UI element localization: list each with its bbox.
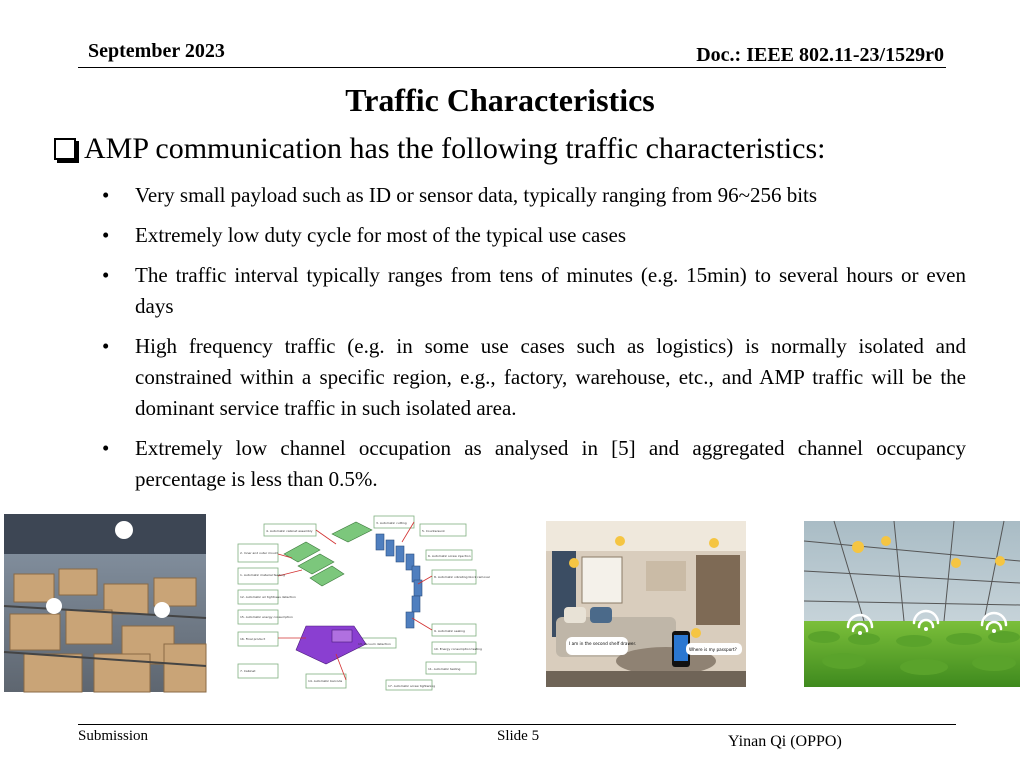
header-divider [78, 67, 946, 68]
bullet-dot-icon: • [102, 436, 110, 460]
svg-text:15. Automatic energy consumpti: 15. Automatic energy consumption [240, 615, 293, 619]
bullet-list [100, 180, 966, 504]
bullet-text: Very small payload such as ID or sensor data, typically ranging from 96~256 bits [135, 183, 818, 207]
footer-submission: Submission [78, 728, 149, 744]
bullet-text: The traffic interval typically ranges from tens of minutes (e.g. 15min) to several hours or even days [135, 263, 966, 318]
svg-text:13. Vacuum detection: 13. Vacuum detection [358, 642, 391, 646]
factory-layout-diagram [236, 514, 490, 692]
svg-text:17. Automatic screw tightening: 17. Automatic screw tightening [388, 684, 436, 688]
footer-slide-number: Slide 5 [497, 728, 540, 744]
bullet-item [100, 433, 966, 495]
checkbox-bullet-icon [54, 138, 76, 160]
bullet-text: High frequency traffic (e.g. in some use cases such as logistics) is normally isolated and constrained within a specific region, e.g., factory, warehouse, etc., and AMP traffic will be the dominant service traffic in such isolated area. [135, 334, 966, 420]
slide-title: Traffic Characteristics [345, 82, 655, 118]
smart-home-image [546, 521, 746, 687]
svg-text:6. Automatic screw injection: 6. Automatic screw injection [428, 554, 471, 558]
svg-text:11. Automatic testing: 11. Automatic testing [428, 667, 461, 671]
footer-author: Yinan Qi (OPPO) [728, 733, 842, 750]
warehouse-image [4, 514, 206, 692]
home-bubble-text: Where is my passport? [689, 647, 737, 652]
svg-text:12. Automatic air tightness de: 12. Automatic air tightness detection [240, 595, 296, 599]
bullet-dot-icon: • [102, 183, 110, 207]
bullet-dot-icon: • [102, 223, 110, 247]
svg-text:9. Automatic sealing: 9. Automatic sealing [434, 629, 465, 633]
svg-text:14. Automatic barcode: 14. Automatic barcode [308, 679, 343, 683]
bullet-dot-icon: • [102, 263, 110, 287]
intro-text: AMP communication has the following traffic characteristics: [84, 132, 826, 165]
footer-divider [78, 724, 956, 725]
svg-text:5. Countersunk: 5. Countersunk [422, 529, 445, 533]
header-doc-id: Doc.: IEEE 802.11-23/1529r0 [696, 44, 944, 66]
bullet-text: Extremely low channel occupation as analysed in [5] and aggregated channel occupancy percentage is less than 0.5%. [135, 436, 966, 491]
svg-text:16. Final product: 16. Final product [240, 637, 266, 641]
svg-text:2. Inner and outer mould: 2. Inner and outer mould [240, 551, 278, 555]
bullet-item [100, 180, 966, 211]
bullet-text: Extremely low duty cycle for most of the typical use cases [135, 223, 627, 247]
bullet-item [100, 331, 966, 424]
bullet-dot-icon: • [102, 334, 110, 358]
svg-text:1. Automatic material feeding: 1. Automatic material feeding [240, 573, 285, 577]
intro-line [54, 132, 825, 166]
home-bubble-text: I am in the second shelf drawer. [569, 641, 637, 646]
svg-text:8. Automatic vibrating block r: 8. Automatic vibrating block removal [434, 575, 490, 579]
header-date: September 2023 [88, 40, 225, 62]
greenhouse-image [804, 521, 1020, 687]
svg-text:10. Energy consumption testing: 10. Energy consumption testing [434, 647, 482, 651]
svg-text:7. Cabinet: 7. Cabinet [240, 669, 256, 673]
svg-text:4. Automatic cabinet assembly: 4. Automatic cabinet assembly [266, 529, 313, 533]
bullet-item [100, 220, 966, 251]
svg-text:3. Automatic cutting: 3. Automatic cutting [376, 521, 407, 525]
bullet-item [100, 260, 966, 322]
